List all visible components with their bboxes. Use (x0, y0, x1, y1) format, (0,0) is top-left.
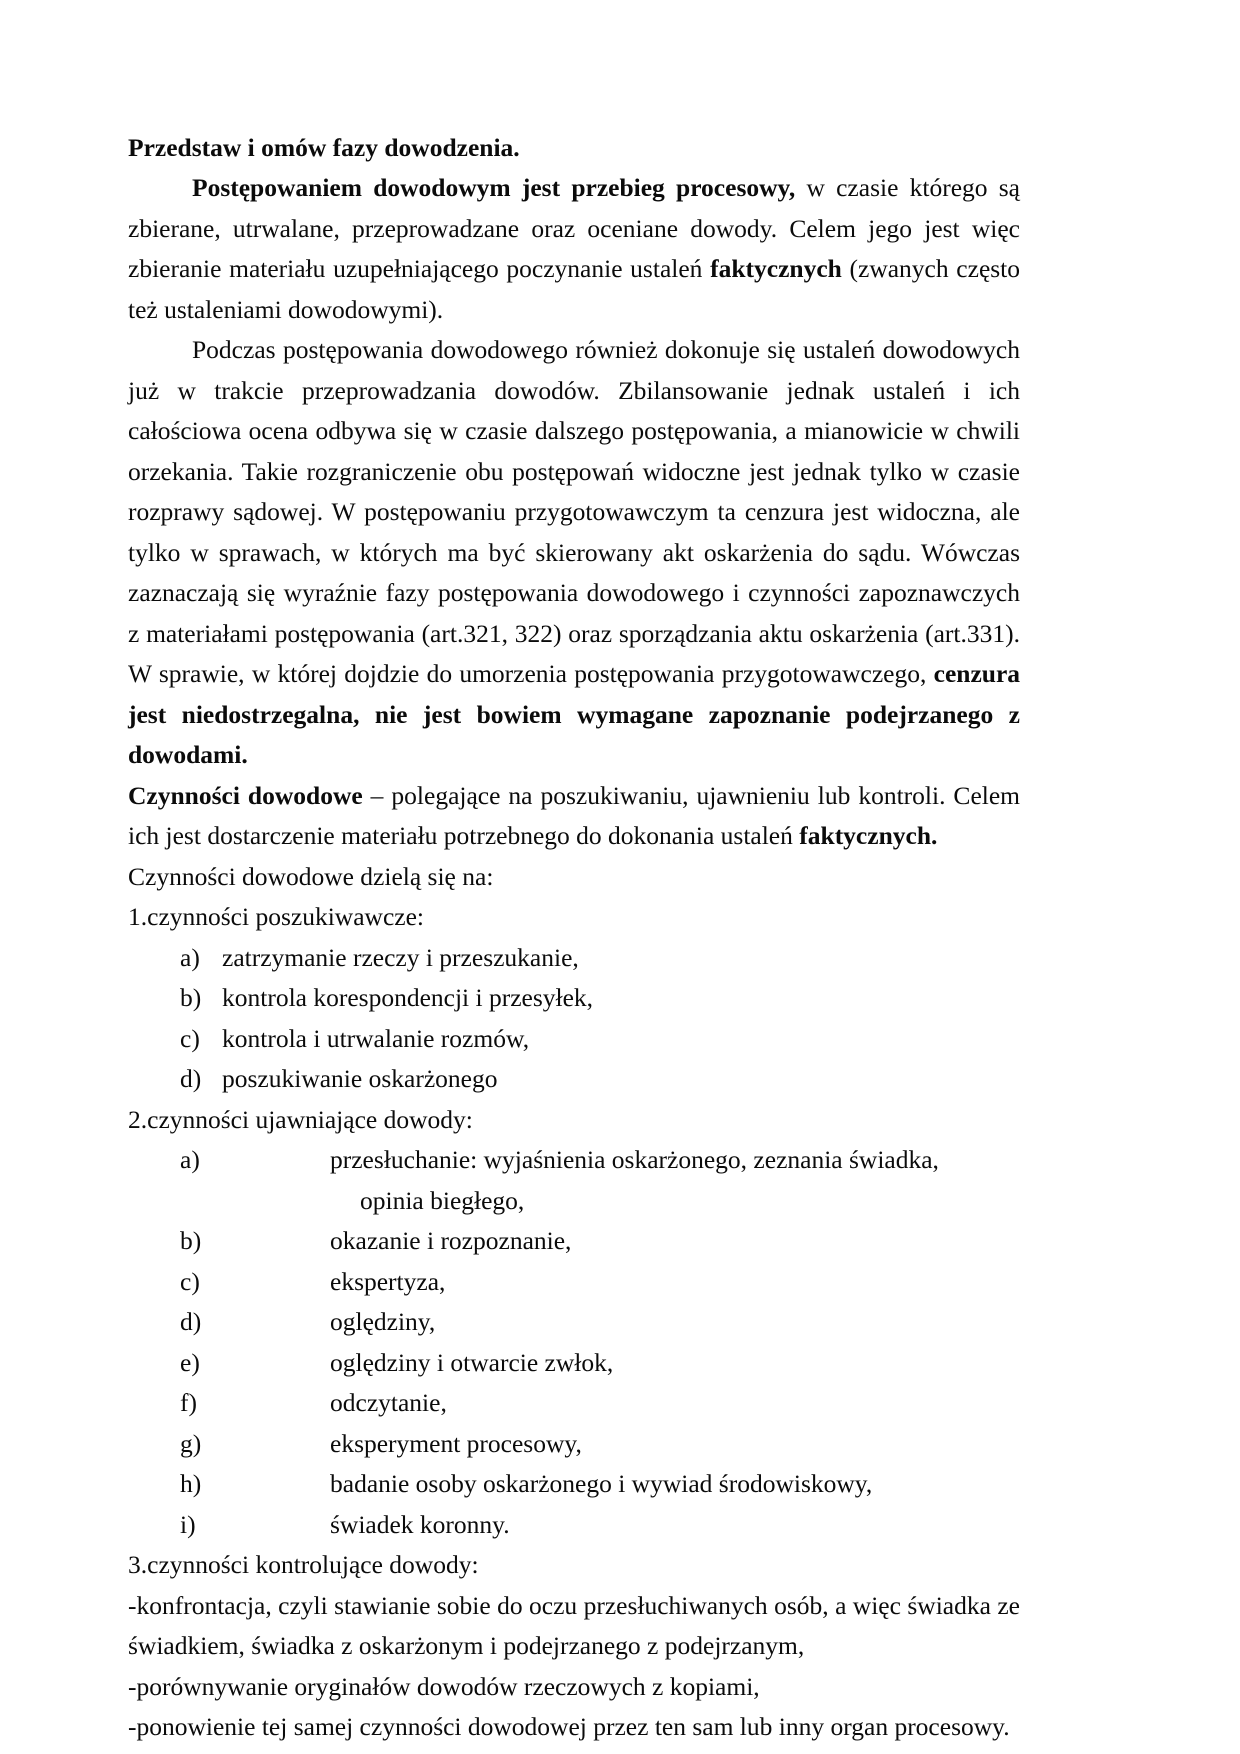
list-marker: h) (180, 1469, 202, 1498)
list-marker: b) (180, 1226, 202, 1255)
list-item-text: oględziny, (330, 1307, 436, 1336)
paragraph-2-text: Podczas postępowania dowodowego również dokonuje się ustaleń dowodowych już w trakcie przeprowadzania dowodów. Zbilansowanie jednak ustaleń i ich całościowa ocena odbywa się w czasie dalszego postępowania, a mianowicie w chwili orzekania. Takie rozgraniczenie obu postępowań widoczne jest jednak tylko w czasie rozprawy sądowej. W postępowaniu przygotowawczym ta cenzura jest widoczna, ale tylko w sprawach, w których ma być skierowany akt oskarżenia do sądu. Wówczas zaznaczają się wyraźnie fazy postępowania dowodowego i czynności zapoznawczych z materiałami postępowania (art.321, 322) oraz sporządzania aktu oskarżenia (art.331). W sprawie, w której dojdzie do umorzenia postępowania przygotowawczego, (128, 335, 1020, 688)
list-marker: c) (180, 1023, 200, 1053)
section-1-heading: 1.czynności poszukiwawcze: (128, 902, 424, 931)
list-item-line-2: opinia biegłego, (360, 1185, 525, 1215)
list-item (128, 1464, 1020, 1505)
list-item-text: kontrola i utrwalanie rozmów, (222, 1023, 530, 1053)
list-item-text (330, 1140, 1020, 1221)
page-title: Przedstaw i omów fazy dowodzenia. (128, 133, 520, 162)
paragraph-1-rest: w czasie którego są zbierane, utrwalane, przeprowadzane oraz oceniane dowody. Celem jego jest więc zbieranie materiału uzupełniającego poczynanie ustaleń (128, 173, 1020, 283)
list-item-text: okazanie i rozpoznanie, (330, 1226, 572, 1255)
paragraph-3 (128, 776, 1020, 857)
list-item (128, 1140, 1020, 1221)
list-marker: e) (180, 1347, 200, 1377)
dash-item: -ponowienie tej samej czynności dowodowej przez ten sam lub inny organ procesowy. (128, 1712, 1010, 1741)
list-item-text: ekspertyza, (330, 1266, 446, 1296)
list-marker: d) (180, 1307, 202, 1336)
list-item (128, 1505, 1020, 1546)
paragraph-1-bold-lead: Postępowaniem dowodowym jest przebieg procesowy, (192, 173, 796, 202)
list-marker: a) (180, 942, 200, 972)
document-body (128, 128, 1020, 1748)
list-marker: c) (180, 1266, 200, 1296)
list-item-text: świadek koronny. (330, 1509, 510, 1539)
section-3-heading: 3.czynności kontrolujące dowody: (128, 1550, 479, 1579)
list-item-text: badanie osoby oskarżonego i wywiad środowiskowy, (330, 1469, 873, 1498)
list-item-text: eksperyment procesowy, (330, 1428, 582, 1458)
list-item (128, 1262, 1020, 1303)
paragraph-2-bold-tail: cenzura jest niedostrzegalna, nie jest bowiem wymagane zapoznanie podejrzanego z dowodami. (128, 659, 1021, 769)
list-marker: i) (180, 1509, 196, 1539)
paragraph-1-tail-rest: (zwanych często też ustaleniami dowodowymi). (128, 254, 1021, 324)
list-item (128, 938, 1020, 979)
list-item-text: kontrola korespondencji i przesyłek, (222, 983, 594, 1012)
list-item-text: odczytanie, (330, 1388, 447, 1417)
list-marker: a) (180, 1145, 200, 1174)
paragraph-1-bold-tail: faktycznych (710, 254, 842, 283)
list-item-text: oględziny i otwarcie zwłok, (330, 1347, 614, 1377)
list-item (128, 1019, 1020, 1060)
list-item (128, 1424, 1020, 1465)
definition-body: – polegające na poszukiwaniu, ujawnieniu lub kontroli. Celem ich jest dostarczenie materiału potrzebnego do dokonania ustaleń (128, 780, 1020, 850)
paragraph-2 (128, 330, 1020, 776)
list-item (128, 1221, 1020, 1262)
list-marker: d) (180, 1064, 202, 1093)
section-2-heading: 2.czynności ujawniające dowody: (128, 1104, 473, 1134)
list-marker: b) (180, 983, 202, 1012)
paragraph-1 (128, 168, 1020, 330)
dash-item: -porównywanie oryginałów dowodów rzeczowych z kopiami, (128, 1671, 760, 1701)
list-item-text: zatrzymanie rzeczy i przeszukanie, (222, 942, 579, 972)
list-item (128, 1383, 1020, 1424)
list-item-line-1: przesłuchanie: wyjaśnienia oskarżonego, zeznania świadka, (330, 1145, 939, 1174)
list-item (128, 1059, 1020, 1100)
list-marker: g) (180, 1428, 202, 1458)
definition-bold-tail: faktycznych. (799, 821, 938, 850)
list-lead-in: Czynności dowodowe dzielą się na: (128, 861, 494, 891)
list-item (128, 1343, 1020, 1384)
list-item (128, 1302, 1020, 1343)
list-item (128, 978, 1020, 1019)
dash-item: -konfrontacja, czyli stawianie sobie do oczu przesłuchiwanych osób, a więc świadka ze świadkiem, świadka z oskarżonym i podejrzanego z podejrzanym, (128, 1590, 1020, 1660)
list-marker: f) (180, 1388, 197, 1417)
list-item-text: poszukiwanie oskarżonego (222, 1064, 498, 1093)
definition-term: Czynności dowodowe (128, 780, 363, 810)
